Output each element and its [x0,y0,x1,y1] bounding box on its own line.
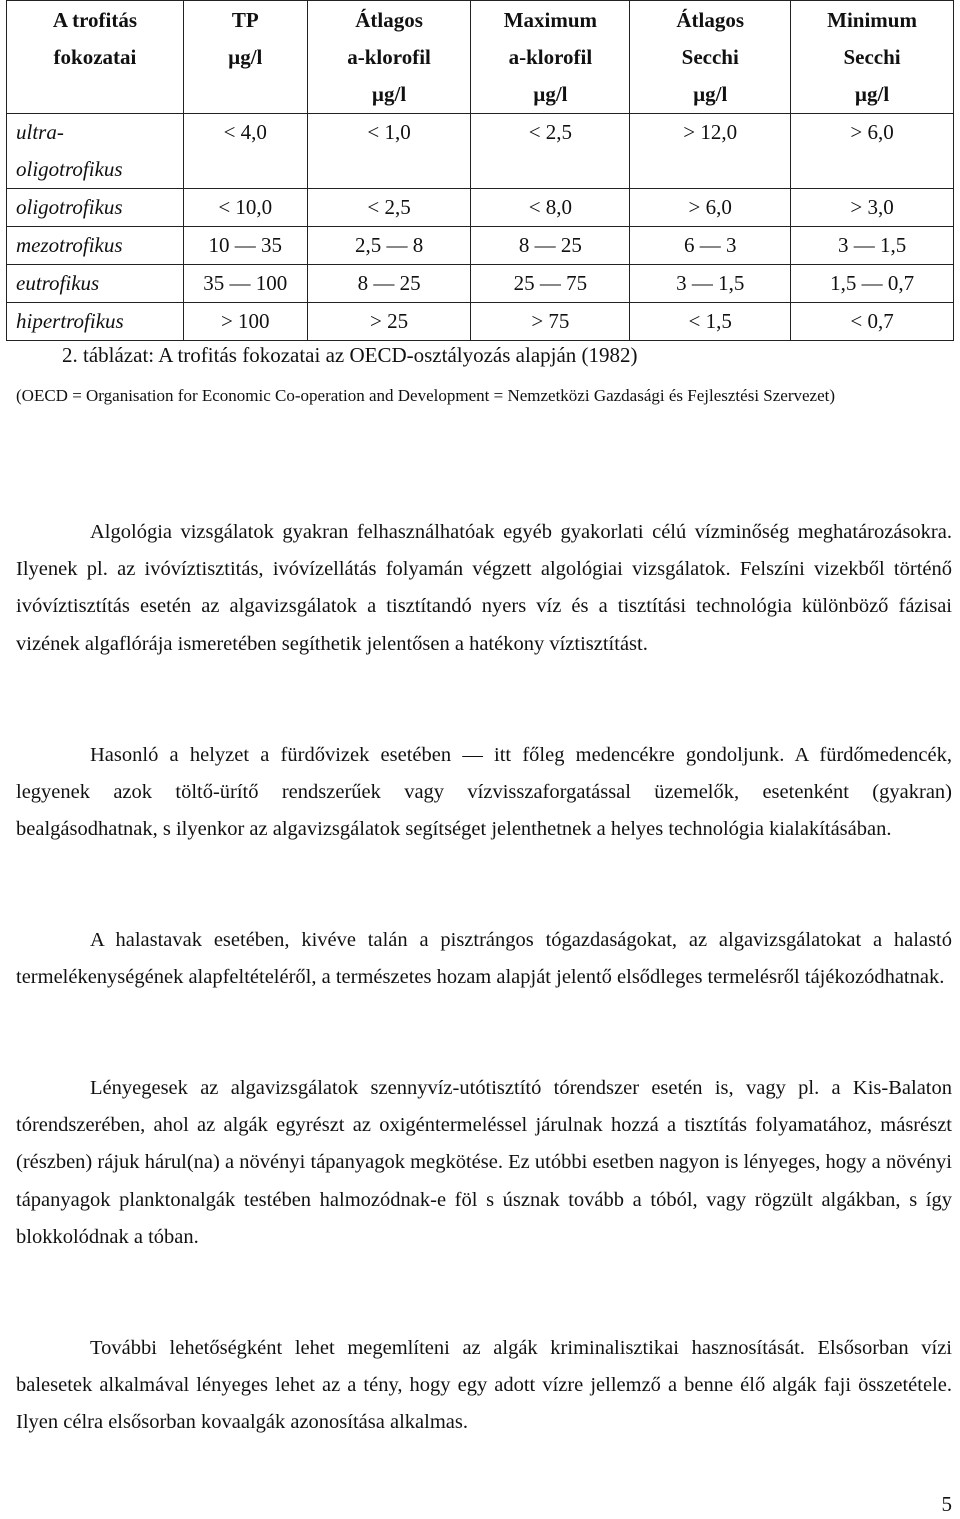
cell-max-chlorophyll: < 8,0 [471,189,630,227]
table-row [7,189,954,227]
cell-min-secchi: < 0,7 [791,303,954,341]
header-avg-chlorophyll: Átlagos a-klorofil µg/l [307,1,471,114]
cell-min-secchi: 3 — 1,5 [791,227,954,265]
cell-max-chlorophyll: < 2,5 [471,114,630,189]
cell-tp: > 100 [183,303,307,341]
cell-avg-secchi: 3 — 1,5 [630,265,791,303]
table-row [7,265,954,303]
cell-avg-secchi: < 1,5 [630,303,791,341]
body-paragraph: További lehetőségként lehet megemlíteni az algák kriminalisztikai hasznosítását. Elsősorban vízi balesetek alkalmával lényeges lehet az a tény, hogy egy adott vízre jellemző a benne élő algák faji összetétele. Ilyen célra elsősorban kovaalgák azonosítása alkalmas. [16,1337,952,1434]
cell-avg-secchi: > 12,0 [630,114,791,189]
cell-tp: < 4,0 [183,114,307,189]
table-footnote: (OECD = Organisation for Economic Co-operation and Development = Nemzetközi Gazdasági és Fejlesztési Szervezet) [16,386,836,405]
cell-tp: 10 — 35 [183,227,307,265]
cell-avg-chlorophyll: < 2,5 [307,189,471,227]
cell-min-secchi: > 3,0 [791,189,954,227]
cell-level: oligotrofikus [7,189,184,227]
table-row [7,114,954,189]
body-paragraph: Algológia vizsgálatok gyakran felhasználhatóak egyéb gyakorlati célú vízminőség meghatározásokra. Ilyenek pl. az ivóvíztisztitás, ivóvízellátás folyamán végzett algológiai vizsgálatok. Felszíni vizekből történő ivóvíztisztítás esetén az algavizsgálatok a tisztítandó nyers víz és a tisztítási technológia különböző fázisai vizének algaflórája ismeretében segíthetik jelentősen a hatékony víztisztítást. [16,521,952,655]
cell-max-chlorophyll: > 75 [471,303,630,341]
table-row [7,227,954,265]
cell-avg-chlorophyll: 2,5 — 8 [307,227,471,265]
cell-tp: < 10,0 [183,189,307,227]
page-number: 5 [941,1492,952,1516]
cell-avg-chlorophyll: < 1,0 [307,114,471,189]
body-paragraph: Hasonló a helyzet a fürdővizek esetében — itt főleg medencékre gondoljunk. A fürdőmedencék, legyenek azok töltő-ürítő rendszerűek vagy vízvisszaforgatással üzemelők, esetenként (gyakran) bealgásodhatnak, s ilyenkor az algavizsgálatok segítséget jelenthetnek a helyes technológia kialakításában. [16,744,952,841]
body-paragraph: Lényegesek az algavizsgálatok szennyvíz-utótisztító tórendszer esetén is, vagy pl. a Kis-Balaton tórendszerében, ahol az algák egyrészt az oxigéntermeléssel járulnak hozzá a tisztítás folyamatához, másrészt (részben) rájuk hárul(na) a növényi tápanyagok megkötése. Ez utóbbi esetben nagyon is lényeges, hogy a növényi tápanyagok planktonalgák testében halmozódnak-e föl s úsznak tovább a tóból, vagy rögzült algákban, s így blokkolódnak a tóban. [16,1077,952,1248]
cell-level: hipertrofikus [7,303,184,341]
cell-avg-secchi: 6 — 3 [630,227,791,265]
cell-tp: 35 — 100 [183,265,307,303]
header-min-secchi: Minimum Secchi µg/l [791,1,954,114]
cell-max-chlorophyll: 8 — 25 [471,227,630,265]
cell-min-secchi: 1,5 — 0,7 [791,265,954,303]
table-caption: 2. táblázat: A trofitás fokozatai az OECD-osztályozás alapján (1982) [62,343,638,367]
cell-avg-chlorophyll: > 25 [307,303,471,341]
header-trophic-level: A trofitás fokozatai [7,1,184,114]
cell-level: ultra- oligotrofikus [7,114,184,189]
header-max-chlorophyll: Maximum a-klorofil µg/l [471,1,630,114]
header-tp: TP µg/l [183,1,307,114]
cell-avg-chlorophyll: 8 — 25 [307,265,471,303]
cell-max-chlorophyll: 25 — 75 [471,265,630,303]
body-paragraph: A halastavak esetében, kivéve talán a pisztrángos tógazdaságokat, az algavizsgálatokat a halastó termelékenységének alapfeltételéről, a természetes hozam alapját jelentő elsődleges termelésről tájékozódhatnak. [16,929,952,989]
table-row [7,303,954,341]
cell-avg-secchi: > 6,0 [630,189,791,227]
cell-min-secchi: > 6,0 [791,114,954,189]
cell-level: eutrofikus [7,265,184,303]
cell-level: mezotrofikus [7,227,184,265]
header-avg-secchi: Átlagos Secchi µg/l [630,1,791,114]
trophic-levels-table [6,0,954,341]
table-header-row [7,1,954,114]
